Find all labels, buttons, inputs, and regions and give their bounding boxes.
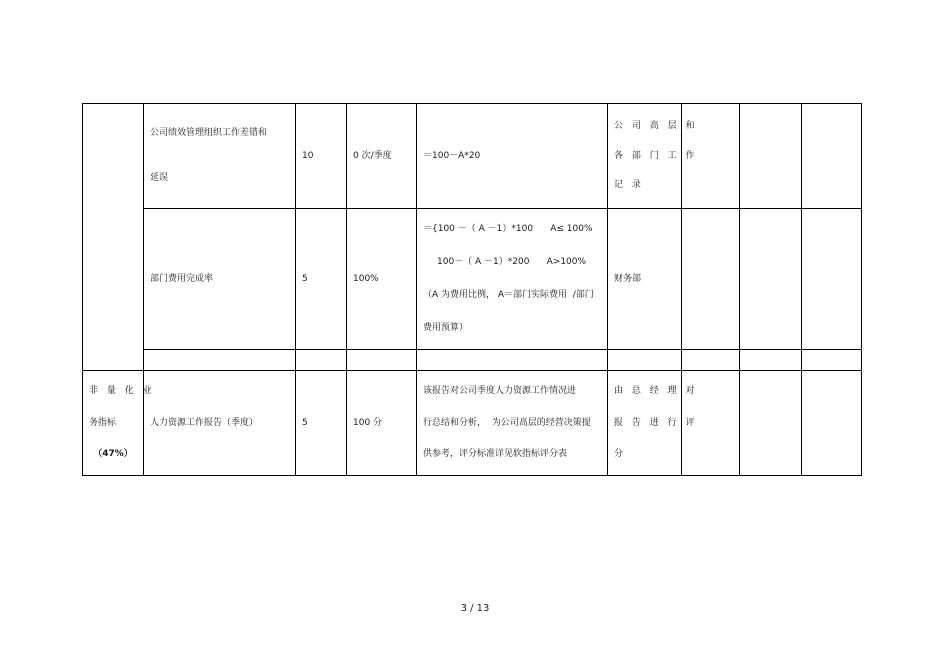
source-line: 由 总 经 理 对	[614, 386, 698, 396]
target-cell: 100%	[347, 209, 417, 350]
empty-cell	[802, 104, 862, 209]
formula-cell: ＝100－A*20	[417, 104, 608, 209]
empty-cell	[740, 350, 802, 371]
empty-cell	[740, 371, 802, 476]
formula-line: 100－（ A －1）*200 A>100%	[437, 257, 587, 268]
source-line: 各 部 门 工 作	[614, 150, 698, 161]
empty-cell	[682, 350, 740, 371]
formula-line: 供参考，评分标准详见软指标评分表	[423, 449, 568, 460]
weight-cell: 5	[296, 371, 347, 476]
empty-cell	[802, 350, 862, 371]
category-line: （47%）	[93, 449, 133, 460]
formula-cell	[417, 209, 608, 350]
source-line: 记 录	[614, 180, 644, 191]
target-cell: 0 次/季度	[347, 104, 417, 209]
indicator-cell: 部门费用完成率	[144, 209, 296, 350]
source-line: 分	[614, 449, 627, 460]
kpi-table	[82, 103, 862, 476]
indicator-line: 延误	[150, 173, 169, 184]
category-cell-empty	[83, 104, 144, 371]
empty-cell	[608, 350, 682, 371]
table-row	[83, 350, 862, 371]
page-number: 3 / 13	[460, 603, 490, 614]
indicator-cell	[144, 104, 296, 209]
category-line: 非 量 化 业	[89, 386, 155, 396]
formula-cell	[417, 371, 608, 476]
empty-cell	[682, 209, 740, 350]
target-cell: 100 分	[347, 371, 417, 476]
formula-line: 费用预算）	[423, 323, 469, 334]
formula-line: （A 为费用比例， A＝部门实际费用 /部门	[423, 290, 594, 301]
source-line: 公 司 高 层 和	[614, 121, 698, 131]
table-row	[83, 209, 862, 350]
empty-cell	[144, 350, 296, 371]
category-cell	[83, 371, 155, 476]
source-cell	[608, 371, 698, 476]
table-row	[83, 104, 862, 209]
source-cell: 财务部	[608, 209, 682, 350]
category-line: 务指标	[89, 417, 117, 428]
indicator-line: 公司绩效管理组织工作差错和	[150, 128, 268, 138]
empty-cell	[347, 350, 417, 371]
source-line: 报 告 进 行 评	[614, 417, 698, 428]
table-row	[83, 371, 862, 476]
empty-cell	[802, 209, 862, 350]
formula-line: 行总结和分析， 为公司高层的经营决策提	[423, 417, 591, 428]
formula-line: ＝{100 －（ A －1）*100 A≤ 100%	[423, 224, 593, 234]
empty-cell	[802, 371, 862, 476]
weight-cell: 5	[296, 209, 347, 350]
empty-cell	[740, 104, 802, 209]
indicator-cell: 人力资源工作报告（季度）	[144, 371, 296, 476]
formula-line: 该报告对公司季度人力资源工作情况进	[423, 386, 577, 396]
empty-cell	[740, 209, 802, 350]
empty-cell	[417, 350, 608, 371]
source-cell	[608, 104, 698, 209]
empty-cell	[296, 350, 347, 371]
weight-cell: 10	[296, 104, 347, 209]
